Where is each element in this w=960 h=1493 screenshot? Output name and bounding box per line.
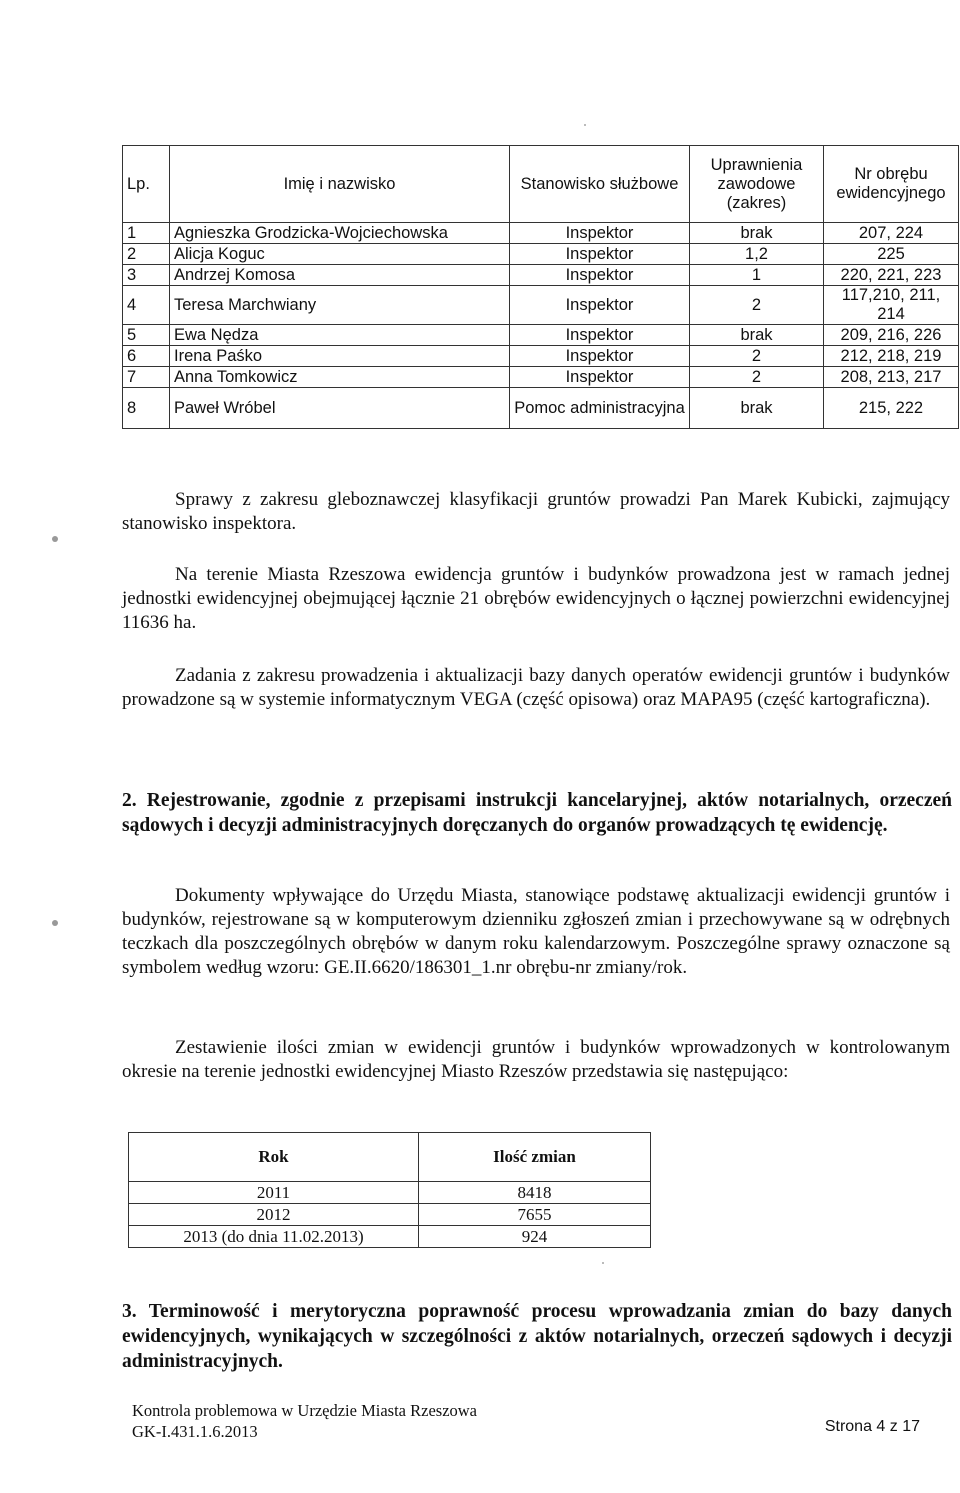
cell-lp: 8	[123, 388, 170, 429]
cell-name: Alicja Koguc	[170, 244, 510, 265]
paragraph-text: Sprawy z zakresu gleboznawczej klasyfikacji gruntów prowadzi Pan Marek Kubicki, zajmujący stanowisko inspektora.	[122, 489, 950, 534]
cell-precincts: 117,210, 211, 214	[824, 286, 959, 325]
footer-case-number: GK-I.431.1.6.2013	[132, 1422, 258, 1441]
paragraph-text: Zestawienie ilości zmian w ewidencji gruntów i budynków wprowadzonych w kontrolowanym okresie na terenie jednostki ewidencyjnej Miasto Rzeszów przedstawia się następująco:	[122, 1037, 950, 1082]
punch-hole-mark	[52, 920, 58, 926]
cell-rights: 2	[690, 346, 824, 367]
cell-rights: brak	[690, 223, 824, 244]
cell-precincts: 220, 221, 223	[824, 265, 959, 286]
cell-precincts: 207, 224	[824, 223, 959, 244]
cell-precincts: 208, 213, 217	[824, 367, 959, 388]
table-row	[123, 388, 959, 429]
header-lp: Lp.	[123, 146, 170, 223]
cell-rights: brak	[690, 388, 824, 429]
cell-rights: 1,2	[690, 244, 824, 265]
table-row	[123, 346, 959, 367]
footer-title: Kontrola problemowa w Urzędzie Miasta Rzeszowa	[132, 1401, 478, 1420]
section-heading-2: 2. Rejestrowanie, zgodnie z przepisami instrukcji kancelaryjnej, aktów notarialnych, orzeczeń sądowych i decyzji administracyjnych doręczanych do organów prowadzących tę ewidencję.	[122, 790, 952, 836]
cell-name: Agnieszka Grodzicka-Wojciechowska	[170, 223, 510, 244]
cell-rights: 2	[690, 286, 824, 325]
paragraph-text: Zadania z zakresu prowadzenia i aktualizacji bazy danych operatów ewidencji gruntów i budynków prowadzone są w systemie informatycznym VEGA (część opisowa) oraz MAPA95 (część kartograficzna).	[122, 665, 950, 710]
changes-table	[128, 1132, 651, 1248]
changes-table-header-row	[129, 1133, 651, 1182]
header-position: Stanowisko służbowe	[510, 146, 690, 223]
cell-precincts: 215, 222	[824, 388, 959, 429]
page-number: Strona 4 z 17	[824, 1418, 920, 1435]
cell-position: Inspektor	[510, 244, 690, 265]
table-row	[123, 265, 959, 286]
table-row	[123, 286, 959, 325]
table-row	[129, 1204, 651, 1226]
cell-name: Teresa Marchwiany	[170, 286, 510, 325]
cell-lp: 7	[123, 367, 170, 388]
cell-position: Inspektor	[510, 223, 690, 244]
cell-year: 2013 (do dnia 11.02.2013)	[129, 1226, 419, 1248]
table-row	[123, 325, 959, 346]
cell-lp: 5	[123, 325, 170, 346]
paragraph-cadastral-unit	[122, 563, 950, 635]
cell-precincts: 209, 216, 226	[824, 325, 959, 346]
cell-precincts: 212, 218, 219	[824, 346, 959, 367]
header-count: Ilość zmian	[419, 1133, 651, 1182]
cell-lp: 6	[123, 346, 170, 367]
table-row	[123, 367, 959, 388]
staff-table-header-row	[123, 146, 959, 223]
header-rights: Uprawnienia zawodowe (zakres)	[690, 146, 824, 223]
cell-rights: 2	[690, 367, 824, 388]
cell-name: Ewa Nędza	[170, 325, 510, 346]
paragraph-text: Dokumenty wpływające do Urzędu Miasta, stanowiące podstawę aktualizacji ewidencji gruntów i budynków, rejestrowane są w komputerowym dzienniku zgłoszeń zmian i przechowywane są w odrębnych teczkach dla poszczególnych obrębów w danym roku kalendarzowym. Poszczególne sprawy oznaczone są symbolem według wzoru: GE.II.6620/186301_1.nr obrębu-nr zmiany/rok.	[122, 885, 950, 978]
paragraph-text: Na terenie Miasta Rzeszowa ewidencja gruntów i budynków prowadzona jest w ramach jednej jednostki ewidencyjnej obejmującej łącznie 21 obrębów ewidencyjnych o łącznej powierzchni ewidencyjnej 11636 ha.	[122, 564, 950, 633]
cell-name: Anna Tomkowicz	[170, 367, 510, 388]
footer-reference	[132, 1400, 477, 1442]
cell-rights: brak	[690, 325, 824, 346]
scan-speck	[602, 1262, 604, 1264]
table-row	[123, 244, 959, 265]
cell-lp: 1	[123, 223, 170, 244]
cell-year: 2012	[129, 1204, 419, 1226]
cell-position: Inspektor	[510, 265, 690, 286]
cell-precincts: 225	[824, 244, 959, 265]
punch-hole-mark	[52, 536, 58, 542]
paragraph-document-registration	[122, 884, 950, 980]
cell-position: Inspektor	[510, 325, 690, 346]
paragraph-soil-classification	[122, 488, 950, 536]
paragraph-changes-summary	[122, 1036, 950, 1084]
cell-position: Inspektor	[510, 346, 690, 367]
cell-position: Inspektor	[510, 367, 690, 388]
header-name: Imię i nazwisko	[170, 146, 510, 223]
cell-count: 8418	[419, 1182, 651, 1204]
scan-speck	[584, 124, 586, 126]
cell-year: 2011	[129, 1182, 419, 1204]
cell-name: Paweł Wróbel	[170, 388, 510, 429]
header-year: Rok	[129, 1133, 419, 1182]
cell-lp: 3	[123, 265, 170, 286]
cell-name: Andrzej Komosa	[170, 265, 510, 286]
paragraph-it-systems	[122, 664, 950, 712]
cell-rights: 1	[690, 265, 824, 286]
cell-position: Inspektor	[510, 286, 690, 325]
cell-position: Pomoc administracyjna	[510, 388, 690, 429]
cell-count: 924	[419, 1226, 651, 1248]
cell-name: Irena Paśko	[170, 346, 510, 367]
header-precincts: Nr obrębu ewidencyjnego	[824, 146, 959, 223]
cell-count: 7655	[419, 1204, 651, 1226]
cell-lp: 2	[123, 244, 170, 265]
table-row	[129, 1182, 651, 1204]
table-row	[123, 223, 959, 244]
staff-table	[122, 145, 959, 429]
section-heading-3: 3. Terminowość i merytoryczna poprawność procesu wprowadzania zmian do bazy danych ewidencyjnych, wynikających w szczególności z aktów notarialnych, orzeczeń sądowych i decyzji administracyjnych.	[122, 1301, 952, 1372]
cell-lp: 4	[123, 286, 170, 325]
table-row	[129, 1226, 651, 1248]
